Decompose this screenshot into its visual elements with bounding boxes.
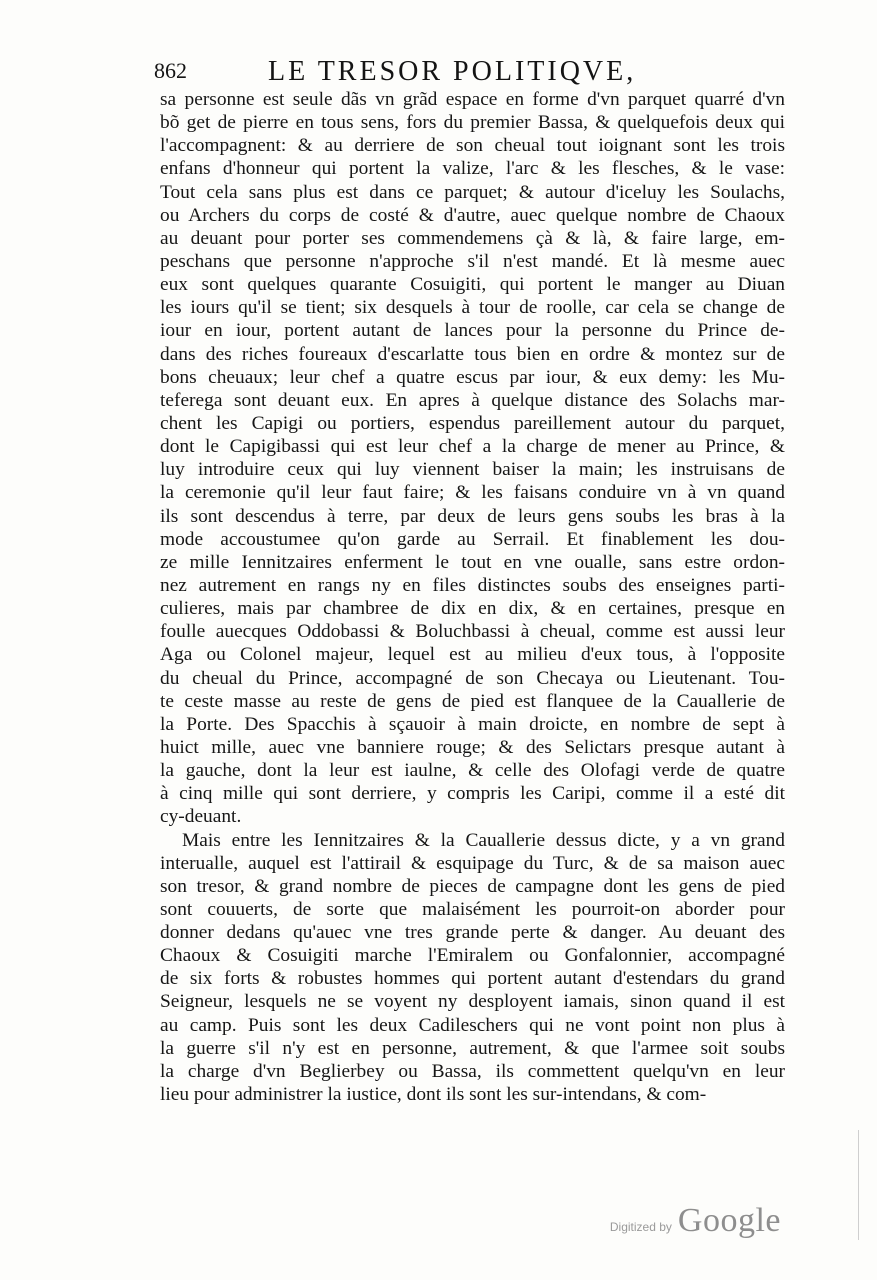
text-line: nez autrement en rangs ny en files distinctes soubs des enseignes parti- xyxy=(160,574,785,596)
text-line: bons cheuaux; leur chef a quatre escus par iour, & eux demy: les Mu- xyxy=(160,366,785,388)
text-line: peschans que personne n'approche s'il n'est mandé. Et là mesme auec xyxy=(160,250,785,272)
text-line: dont le Capigibassi qui est leur chef a la charge de mener au Prince, & xyxy=(160,436,785,458)
digitized-label: Digitized by xyxy=(609,1220,672,1234)
text-line: au camp. Puis sont les deux Cadileschers qui ne vont point non plus à xyxy=(160,1014,785,1036)
text-line: foulle auecques Oddobassi & Boluchbassi à cheual, comme est aussi leur xyxy=(160,621,785,643)
text-line: mode accoustumee qu'on garde au Serrail. Et finablement les dou- xyxy=(160,528,785,550)
text-line: du cheual du Prince, accompagné de son Checaya ou Lieutenant. Tou- xyxy=(160,667,785,689)
text-line: enfans d'honneur qui portent la valize, l'arc & les flesches, & le vase: xyxy=(160,158,785,180)
paragraph xyxy=(160,829,785,1107)
text-line: cy-deuant. xyxy=(160,806,242,828)
text-line: chent les Capigi ou portiers, espendus pareillement autour du parquet, xyxy=(160,412,785,434)
text-line: eux sont quelques quarante Cosuigiti, qui portent le manger au Diuan xyxy=(160,274,785,296)
text-line: la guerre s'il n'y est en personne, autrement, & que l'armee soit soubs xyxy=(160,1037,785,1059)
body-text xyxy=(160,88,785,1106)
text-line: la charge d'vn Beglierbey ou Bassa, ils commettent quelqu'vn en leur xyxy=(160,1060,785,1082)
text-line: à cinq mille qui sont derriere, y compris les Caripi, comme il a esté dit xyxy=(160,783,785,805)
text-line: Seigneur, lesquels ne se voyent ny desployent iamais, sinon quand il est xyxy=(160,991,785,1013)
digitized-watermark xyxy=(610,1202,781,1240)
text-line: la gauche, dont la leur est iaulne, & celle des Olofagi verde de quatre xyxy=(160,760,785,782)
page-header xyxy=(150,56,790,92)
page-edge-mark xyxy=(858,1130,859,1240)
paragraph xyxy=(160,88,785,829)
text-line: la ceremonie qu'il leur faut faire; & les faisans conduire vn à vn quand xyxy=(160,482,785,504)
page-number: 862 xyxy=(154,58,187,83)
text-line: iour en iour, portent autant de lances pour la personne du Prince de- xyxy=(160,320,785,342)
text-line: bõ get de pierre en tous sens, fors du premier Bassa, & quelquefois deux qui xyxy=(160,112,785,134)
running-head: LE TRESOR POLITIQVE, xyxy=(268,56,637,87)
text-line: teferega sont deuant eux. En apres à quelque distance des Solachs mar- xyxy=(160,389,785,411)
text-line: culieres, mais par chambree de dix en dix, & en certaines, presque en xyxy=(160,598,785,620)
text-line: la Porte. Des Spacchis à sçauoir à main droicte, en nombre de sept à xyxy=(160,713,785,735)
text-line: sont couuerts, de sorte que malaisément les pourroit-on aborder pour xyxy=(160,898,785,920)
text-line: ou Archers du corps de costé & d'autre, auec quelque nombre de Chaoux xyxy=(160,204,785,226)
text-line: ils sont descendus à terre, par deux de leurs gens soubs les bras à la xyxy=(160,505,785,527)
text-line: interualle, auquel est l'attirail & esquipage du Turc, & de sa maison auec xyxy=(160,852,785,874)
text-line: luy introduire ceux qui luy viennent baiser la main; les instruisans de xyxy=(160,459,785,481)
text-line: lieu pour administrer la iustice, dont ils sont les sur-intendans, & com- xyxy=(160,1084,707,1106)
text-line: te ceste masse au reste de gens de pied est flanquee de la Cauallerie de xyxy=(160,690,785,712)
text-line: Tout cela sans plus est dans ce parquet; & autour d'iceluy les Soulachs, xyxy=(160,181,785,203)
text-line: donner dedans qu'auec vne tres grande perte & danger. Au deuant des xyxy=(160,922,785,944)
text-line: dans des riches foureaux d'escarlatte tous bien en ordre & montez sur de xyxy=(160,343,785,365)
text-line: sa personne est seule dãs vn grãd espace en forme d'vn parquet quarré d'vn xyxy=(160,89,785,110)
text-line: Mais entre les Iennitzaires & la Cauallerie dessus dicte, y a vn grand xyxy=(182,829,785,851)
text-line: son tresor, & grand nombre de pieces de campagne dont les gens de pied xyxy=(160,875,785,897)
text-line: les iours qu'il se tient; six desquels à tour de roolle, car cela se change de xyxy=(160,297,785,319)
text-line: l'accompagnent: & au derriere de son cheual tout ioignant sont les trois xyxy=(160,135,785,157)
google-logo: Google xyxy=(677,1202,781,1239)
text-line: Chaoux & Cosuigiti marche l'Emiralem ou Gonfalonnier, accompagné xyxy=(160,945,785,967)
text-line: de six forts & robustes hommes qui portent autant d'estendars du grand xyxy=(160,968,785,990)
text-line: ze mille Iennitzaires enferment le tout en vne oualle, sans estre ordon- xyxy=(160,551,785,573)
text-line: huict mille, auec vne banniere rouge; & des Selictars presque autant à xyxy=(160,736,785,758)
text-line: Aga ou Colonel majeur, lequel est au milieu d'eux tous, à l'opposite xyxy=(160,644,785,666)
text-line: au deuant pour porter ses commendemens çà & là, & faire large, em- xyxy=(160,227,785,249)
